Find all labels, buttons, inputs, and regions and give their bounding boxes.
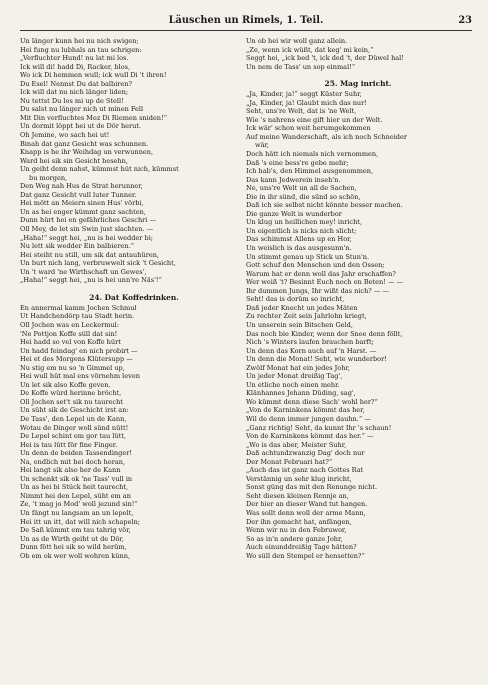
verse-line: Wil de denn immer jungen dauhn.“ — [246, 414, 371, 423]
verse-line: Ick wär' schon weit herumgekommen [246, 124, 371, 133]
verse-line: Un jeder Monat dreißig Tag', [246, 372, 343, 381]
verse-line: Un denn de beiden Tassendinger! [20, 449, 132, 458]
verse-line: Nu lett sik wedder Ein balbieren.“ [20, 242, 134, 251]
verse-line: Un länger kunn hei nu nich swigen; [20, 37, 139, 45]
verse-line: Ick will dat nu nich länger liden; [20, 88, 129, 97]
verse-line: Ze, 't mag jo Mod' woll jezund sin!“ [20, 500, 138, 509]
verse-line: Der Monat Februari hat?“ [246, 457, 333, 466]
verse-line: Ne, uns're Welt un all de Sachen, [246, 184, 357, 193]
verse-line: Hei langt sik also her de Kann [20, 466, 121, 475]
verse-line: Gott schuf den Menschen und den Ossen; [246, 261, 385, 270]
poem-heading: 24. Dat Koffedrinken. [89, 292, 179, 302]
verse-line: „Haha!“ seggt hei, „nu is hei wedder bi; [20, 233, 153, 242]
verse-line: Dat ganz Gesicht vull luter Tunner. [20, 190, 137, 199]
verse-line: Un weislich is das ausgesunn'n. [246, 244, 352, 253]
verse-line: „Haha!“ seggt hei, „nu is hei unn're Näs'!“ [20, 276, 162, 285]
verse-line: Wotau de Dinger woll sünd nütt! [20, 423, 129, 432]
verse-line: Un nem de Tass' un sop einmal!“ [246, 62, 356, 71]
verse-line: Oh Jemine, wo sach hei ut! [20, 131, 110, 140]
verse-line: Un fängt nu langsam an un lepelt, [20, 508, 134, 517]
verse-line: Oll Mey, de let sin Swin just slachten. — [20, 225, 154, 234]
verse-line: Wo süll den Stempel er hensetten?“ [246, 551, 365, 560]
verse-line: Hei wull hüt mal ens vörnehm leven [20, 372, 140, 381]
verse-line: Un denn die Monat! Seht, wie wunderbor! [246, 355, 387, 364]
verse-line: Un as hei bi Stück heit taurecht, [20, 483, 129, 492]
verse-line: So as in'n andere ganze Johr, [246, 534, 343, 543]
verse-line: Daß achtundzwanzig Dag' doch nur [246, 449, 365, 458]
section-gap [20, 285, 248, 292]
verse-line: Daß jeder Knecht un jedes Mäten [246, 303, 358, 312]
verse-line: Un let sik also Koffe geven. [20, 380, 111, 389]
verse-line: Das noch bie Kinder, wenn der Snee denn föllt, [246, 329, 403, 338]
verse-line: Ich hab's, den Himmel ausgenommen, [246, 167, 374, 176]
verse-line: bu morgen, [29, 173, 68, 182]
verse-line: „Von de Karninkens kömmt das her, [246, 406, 365, 415]
verse-line: Ick will di! hadd Di, Racker, blos, [20, 62, 131, 71]
verse-line: Un 't ward 'ne Wirthschaft un Gewes', [20, 267, 147, 276]
verse-line: Ut Handchendörp tau Stadt herin. [20, 312, 135, 321]
verse-line: Hei itt un itt, dat will nich schapeln; [20, 517, 141, 526]
verse-line: Wo ick Di hemmen wull; ick wull Di 't ihren! [20, 71, 167, 80]
verse-line: Der hier an dieser Wand tut hangen. [246, 500, 368, 509]
verse-line: De Tass', den Lepel un de Kann, [20, 414, 127, 423]
verse-line: Mit Din verfluchtes Mez Di Riemen sniden!“ [20, 113, 168, 122]
verse-line: De Koffe würd herinne bröcht, [20, 389, 122, 398]
verse-line: Seggt hei, „ick bed 't, ick ded 't, der Düwel hal! [246, 54, 404, 63]
verse-line: „Verfluchter Hund! nu lat mi los. [20, 54, 129, 63]
verse-line: Hei fung nu lubhals an tau schrigen: [20, 45, 142, 54]
verse-line: Un as de Wirth geiht ut de Dör, [20, 534, 124, 543]
verse-line: Un stimmt genau up Stick un Stun'n. [246, 252, 370, 261]
verse-line: Un ob hei wir woll ganz allein. [246, 37, 348, 45]
verse-line: Hei hadd so vel von Koffe hürt [20, 338, 121, 347]
verse-line: Du Esel! Nennst Du dat balbiren? [20, 79, 133, 88]
verse-line: Hei et des Morgens Klütersupp — [20, 355, 133, 364]
right-column [246, 37, 470, 560]
verse-line: Un schenkt sik ok 'ne Tass' vull in [20, 474, 133, 483]
verse-line: Sonst güng das mit den Renunge nicht. [246, 483, 378, 492]
verse-line: Seht! das is dorüm so inricht, [246, 295, 345, 304]
verse-line: Wer weiß 't? Besinnt Euch noch en Beten! — — [246, 278, 404, 287]
verse-line: Nich 's Winters laufen brauchen barft; [246, 338, 374, 347]
running-title: Läuschen un Rimels, 1. Teil. [168, 15, 324, 26]
verse-line: Was sollt denn woll der arme Mann, [246, 508, 366, 517]
left-column [20, 37, 248, 560]
verse-line: „Ja, Kinder, ja!“ seggt Küster Suhr, [246, 90, 362, 99]
verse-line: Daß ich sie selbst nicht könnte besser machen. [246, 201, 403, 210]
verse-line: Nu tettst Du los mi up de Stell! [20, 96, 124, 105]
verse-line: Ob em ok wer woll wohren künn, [20, 551, 131, 560]
poem-heading: 25. Mag inricht. [324, 79, 392, 89]
verse-line: Na, endlich mit hei doch heran, [20, 457, 126, 466]
verse-line: Oll Jochen was en Leckermul: [20, 320, 119, 329]
verse-line: De Lepel schint em gor tau lütt, [20, 432, 126, 441]
verse-line: Wie 's nahrens eine gift hier un der Welt. [246, 115, 383, 124]
verse-line: „Ganz richtig! Seht, da kunnt Ihr 's schaun! [246, 423, 392, 432]
verse-line: Un süht sik de Geschicht irst an: [20, 406, 129, 415]
verse-line: Das schimmst Allens up en Hor, [246, 235, 352, 244]
verse-line: Die ganze Welt is wunderbor [246, 209, 342, 218]
verse-line: Nimmt hei den Lepel, süht em an [20, 491, 131, 500]
verse-line: Zwölf Monat hat ein jedes Johr, [246, 363, 350, 372]
verse-line: Auf meine Wanderschaft, als ich noch Schneider [246, 132, 407, 141]
header-rule [20, 30, 472, 31]
verse-line: Oll Jochen set't sik nu taurecht [20, 397, 123, 406]
verse-line: Dunn fött hei sik so wild herüm, [20, 543, 127, 552]
verse-line: Klänhannes Jehann Düding, sag', [246, 389, 356, 398]
verse-line: Auch einunddreißig Tage hätten? [246, 543, 357, 552]
verse-line: Un unserein sein Bitschen Geld, [246, 320, 353, 329]
verse-line: Nu stig em nu so 'n Gimmel up, [20, 363, 125, 372]
verse-line: Wenn wir nu in den Februwor, [246, 526, 347, 535]
verse-line: Hei is tau lütt för fine Finger. [20, 440, 118, 449]
verse-line: Das kann Jedwerein inseh'n. [246, 175, 341, 184]
verse-line: Un burt nich lang, verbruwwelt sick 't Gesicht, [20, 259, 176, 268]
verse-line: Dunn hürt hei en gefährliches Geschri — [20, 216, 157, 225]
running-header [20, 15, 472, 29]
verse-line: Ward hei sik sin Gesicht besehn, [20, 156, 128, 165]
verse-line: Un as hei enger kümmt ganz sachten, [20, 207, 146, 216]
verse-line: „Ze, wenn ick wüßt, dat keg' mi kein,“ [246, 45, 374, 54]
verse-line: Un hadd feindag' en nich probirt — [20, 346, 138, 355]
verse-line: Un eigentlich is nicks nich slicht; [246, 226, 357, 235]
verse-line: Zu rechter Zeit sein Jahrlohn kriegt, [246, 312, 367, 321]
verse-line: Un denn das Korn auch auf 'n Harst. — [246, 346, 377, 355]
verse-line: Die in ihr sünd, die sünd so schön, [246, 192, 361, 201]
verse-line: Knapp is he ihr Weihdag un verwunnen, [20, 148, 154, 157]
verse-line: Binah dat ganz Gesicht was schunnen. [20, 139, 149, 148]
verse-line: Warum hat er denn woll das Jahr erschaffen? [246, 269, 396, 278]
verse-line: „Auch das ist ganz nach Gottes Rat [246, 466, 364, 475]
verse-line: Ihr dummen Jungs, Ihr wißt das nich? — — [246, 286, 390, 295]
page-number: 23 [458, 15, 472, 26]
verse-line: wär, [255, 141, 269, 150]
verse-line: Von de Karninkens kömmt das her.“ — [246, 432, 374, 441]
verse-line: Wo kümmt denn diese Sach' wohl her?“ [246, 397, 378, 406]
verse-line: Seht diesen kleinen Rennje an, [246, 491, 349, 500]
verse-line: Verstännig un sehr klug inricht, [246, 474, 352, 483]
verse-line: De Saß kümmt em tau tahrig vör, [20, 526, 131, 535]
verse-line: Den Weg nah Hus de Strat herunner, [20, 182, 143, 191]
verse-line: Un geiht denn nahst, kümmst hüt nich, kümmst [20, 165, 179, 174]
verse-line: Doch hätt ich niemals nich vernommen, [246, 150, 379, 159]
verse-line: Seht, uns're Welt, dat is 'ne Welt, [246, 107, 357, 116]
verse-line: Daß 's eine bess're gebe mehr; [246, 158, 349, 167]
verse-line: Hei steiht nu still, um sik dat antauhüren, [20, 250, 160, 259]
verse-line: En annermal kamm Jochen Schmul [20, 303, 137, 312]
verse-line: Du salst nu länger nich ut minen Fell [20, 105, 144, 114]
verse-line: 'Ne Pottjon Koffe süll dat sin! [20, 329, 118, 338]
verse-line: Hei mött an Meiern sinen Hus' vörbi, [20, 199, 144, 208]
section-gap [246, 71, 470, 78]
verse-line: Un klug un heillichen mey! inricht, [246, 218, 363, 227]
verse-line: „Wo is das aber, Meister Suhr, [246, 440, 347, 449]
verse-line: Der ihn gemacht hat, anfängen, [246, 517, 352, 526]
verse-line: Un dormit löppt hei ut de Dör herut. [20, 122, 142, 131]
verse-line: „Ja, Kinder, ja! Glaubt mich das nur! [246, 98, 367, 107]
verse-line: Un etliche noch einen mehr. [246, 380, 340, 389]
